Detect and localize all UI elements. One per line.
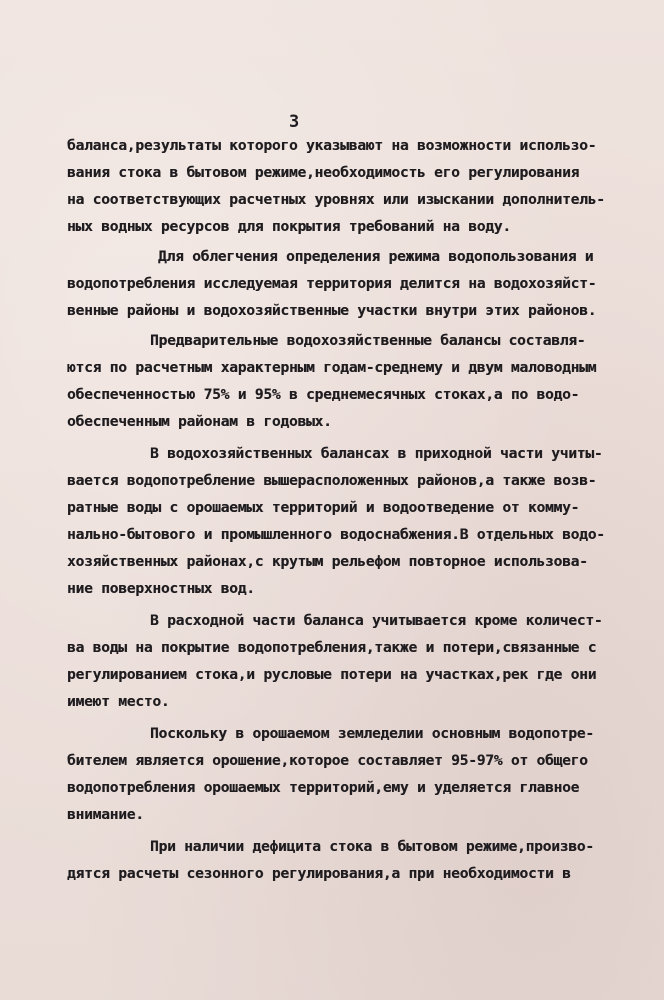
text-line: дятся расчеты сезонного регулирования,а при необходимости в: [67, 865, 571, 882]
text-line: В водохозяйственных балансах в приходной части учиты-: [150, 445, 603, 462]
text-line: При наличии дефицита стока в бытовом режиме,произво-: [150, 838, 594, 855]
text-line: ются по расчетным характерным годам-среднему и двум маловодным: [67, 359, 597, 376]
text-line: вания стока в бытовом режиме,необходимость его регулирования: [67, 164, 580, 181]
text-line: В расходной части баланса учитывается кроме количест-: [150, 612, 603, 629]
text-line: внимание.: [67, 806, 144, 823]
text-line: на соответствующих расчетных уровнях или изыскании дополнитель-: [67, 191, 605, 208]
text-line: Предварительные водохозяйственные балансы составля-: [150, 332, 586, 349]
text-line: баланса,результаты которого указывают на возможности использо-: [67, 137, 597, 154]
text-line: ние поверхностных вод.: [67, 580, 255, 597]
text-line: венные районы и водохозяйственные участки внутри этих районов.: [67, 302, 597, 319]
text-line: имеют место.: [67, 693, 170, 710]
text-line: Поскольку в орошаемом земледелии основным водопотре-: [150, 725, 594, 742]
text-line: вается водопотребление вышерасположенных районов,а также возв-: [67, 472, 597, 489]
text-line: хозяйственных районах,с крутым рельефом повторное использова-: [67, 553, 588, 570]
text-line: регулированием стока,и русловые потери на участках,рек где они: [67, 666, 597, 683]
text-line: обеспеченным районам в годовых.: [67, 413, 332, 430]
text-line: водопотребления орошаемых территорий,ему и уделяется главное: [67, 779, 580, 796]
text-line: водопотребления исследуемая территория делится на водохозяйст-: [67, 275, 597, 292]
page-number: 3: [289, 112, 300, 132]
text-line: нально-бытового и промышленного водоснабжения.В отдельных водо-: [67, 526, 605, 543]
text-line: ратные воды с орошаемых территорий и водоотведение от комму-: [67, 499, 580, 516]
text-line: ных водных ресурсов для покрытия требований на воду.: [67, 218, 511, 235]
text-line: ва воды на покрытие водопотребления,также и потери,связанные с: [67, 639, 597, 656]
text-line: обеспеченностью 75% и 95% в среднемесячных стоках,а по водо-: [67, 386, 580, 403]
text-line: Для облегчения определения режима водопользования и: [158, 248, 594, 265]
text-line: бителем является орошение,которое составляет 95-97% от общего: [67, 752, 588, 769]
